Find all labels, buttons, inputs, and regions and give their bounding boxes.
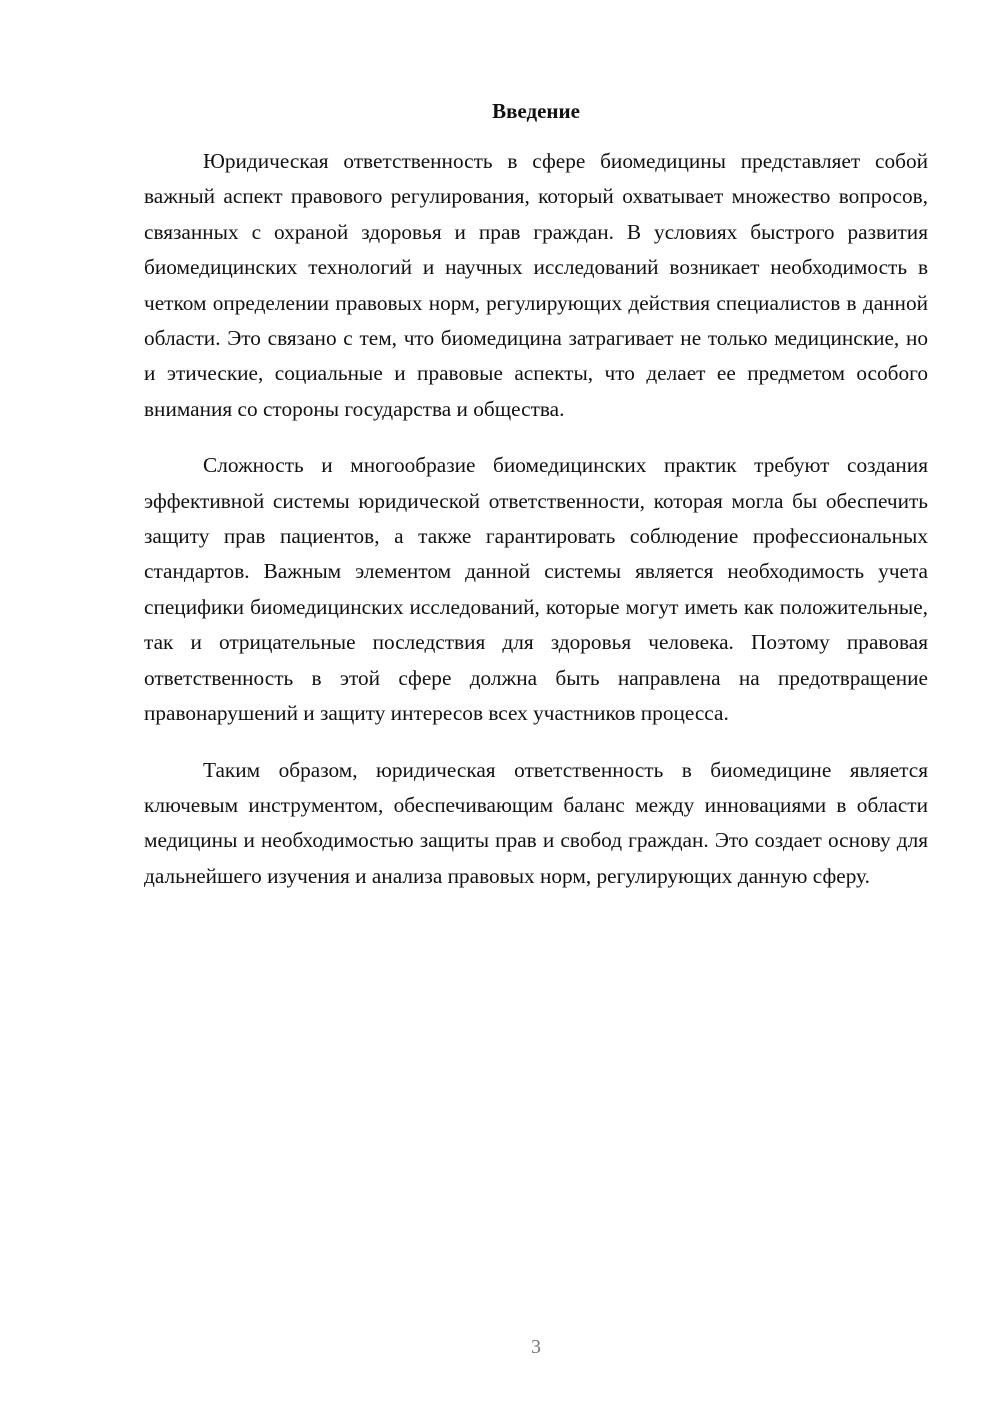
paragraph-3: Таким образом, юридическая ответственность в биомедицине является ключевым инструментом, обеспечивающим баланс между инновациями в области медицины и необходимостью защиты прав и свобод граждан. Это создает основу для дальнейшего изучения и анализа правовых норм, регулирующих данную сферу. xyxy=(144,757,928,888)
page-content xyxy=(144,96,928,915)
section-title: Введение xyxy=(492,99,580,123)
paragraph-1: Юридическая ответственность в сфере биомедицины представляет собой важный аспект правового регулирования, который охватывает множество вопросов, связанных с охраной здоровья и прав граждан. В условиях быстрого развития биомедицинских технологий и научных исследований возникает необходимость в четком определении правовых норм, регулирующих действия специалистов в данной области. Это связано с тем, что биомедицина затрагивает не только медицинские, но и этические, социальные и правовые аспекты, что делает ее предметом особого внимания со стороны государства и общества. xyxy=(144,149,928,421)
paragraph-2: Сложность и многообразие биомедицинских практик требуют создания эффективной системы юридической ответственности, которая могла бы обеспечить защиту прав пациентов, а также гарантировать соблюдение профессиональных стандартов. Важным элементом данной системы является необходимость учета специфики биомедицинских исследований, которые могут иметь как положительные, так и отрицательные последствия для здоровья человека. Поэтому правовая ответственность в этой сфере должна быть направлена на предотвращение правонарушений и защиту интересов всех участников процесса. xyxy=(144,453,928,726)
page-number: 3 xyxy=(531,1336,541,1358)
